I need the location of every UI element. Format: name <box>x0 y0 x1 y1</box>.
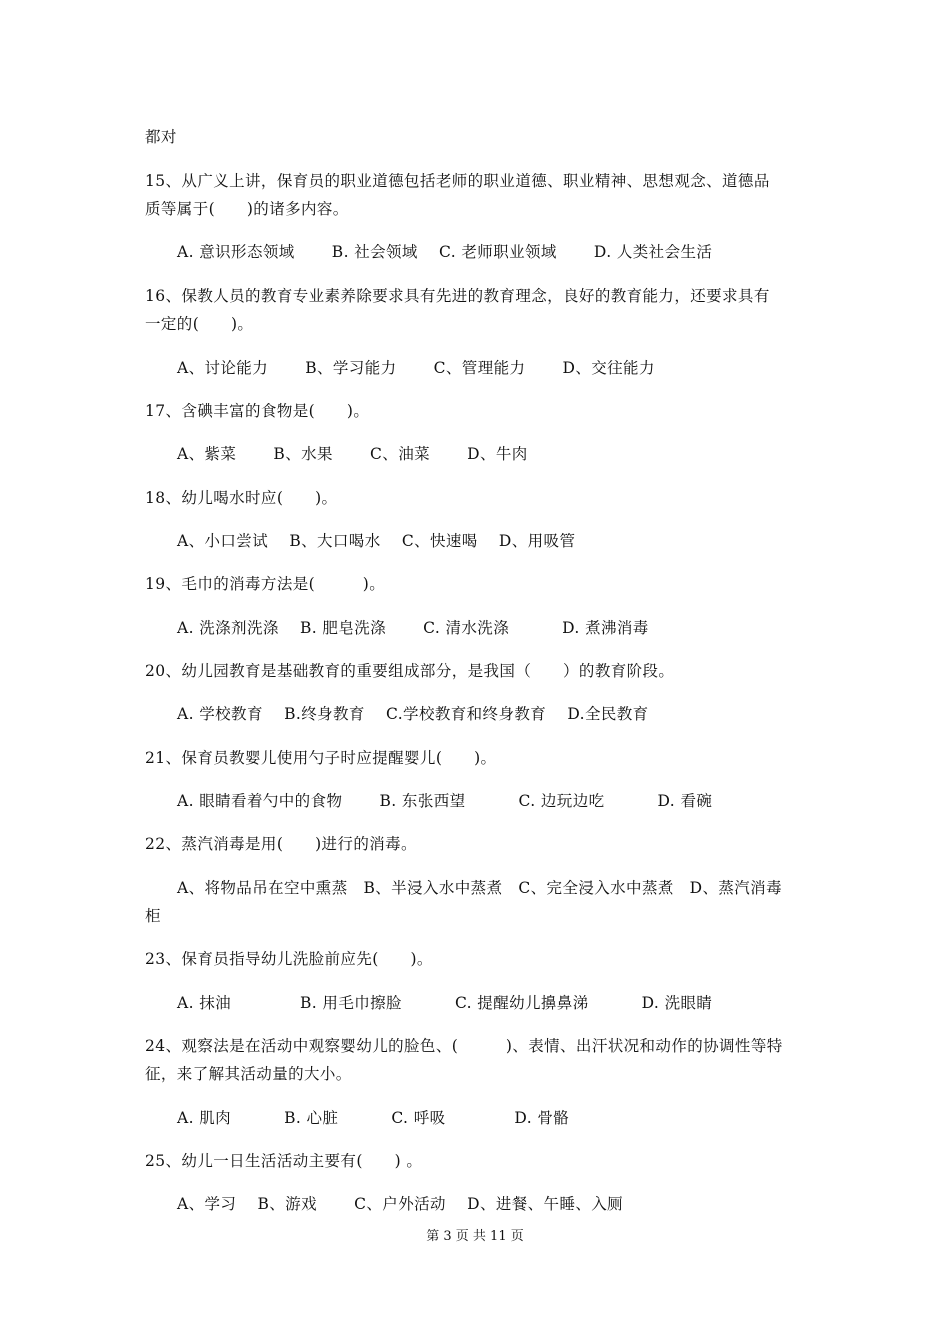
question-19: 19、毛巾的消毒方法是( )。 <box>145 575 386 593</box>
question-24-options: A. 肌肉 B. 心脏 C. 呼吸 D. 骨骼 <box>177 1109 570 1127</box>
question-16-options: A、讨论能力 B、学习能力 C、管理能力 D、交往能力 <box>177 359 655 377</box>
question-16-line-1: 16、保教人员的教育专业素养除要求具有先进的教育理念，良好的教育能力，还要求具有 <box>145 287 770 305</box>
question-17: 17、含碘丰富的食物是( )。 <box>145 402 370 420</box>
question-20: 20、幼儿园教育是基础教育的重要组成部分，是我国（ ）的教育阶段。 <box>145 662 675 680</box>
question-19-options: A. 洗涤剂洗涤 B. 肥皂洗涤 C. 清水洗涤 D. 煮沸消毒 <box>177 619 649 637</box>
question-24-line-1: 24、观察法是在活动中观察婴幼儿的脸色、( )、表情、出汗状况和动作的协调性等特 <box>145 1037 783 1055</box>
question-21: 21、保育员教婴儿使用勺子时应提醒婴儿( )。 <box>145 749 497 767</box>
question-20-options: A. 学校教育 B.终身教育 C.学校教育和终身教育 D.全民教育 <box>177 705 649 723</box>
page-footer: 第 3 页 共 11 页 <box>426 1229 524 1244</box>
question-22-options-line-1: A、将物品吊在空中熏蒸 B、半浸入水中蒸煮 C、完全浸入水中蒸煮 D、蒸汽消毒 <box>177 879 782 897</box>
question-15-line-2: 质等属于( )的诸多内容。 <box>145 200 349 218</box>
question-18-options: A、小口尝试 B、大口喝水 C、快速喝 D、用吸管 <box>177 532 576 550</box>
question-16-line-2: 一定的( )。 <box>145 315 254 333</box>
question-22: 22、蒸汽消毒是用( )进行的消毒。 <box>145 835 417 853</box>
question-21-options: A. 眼睛看着勺中的食物 B. 东张西望 C. 边玩边吃 D. 看碗 <box>177 792 713 810</box>
text-line-continuation: 都对 <box>145 128 177 146</box>
question-22-options-line-2: 柜 <box>145 907 161 925</box>
question-24-line-2: 征，来了解其活动量的大小。 <box>145 1065 352 1083</box>
question-15-line-1: 15、从广义上讲，保育员的职业道德包括老师的职业道德、职业精神、思想观念、道德品 <box>145 172 770 190</box>
question-18: 18、幼儿喝水时应( )。 <box>145 489 338 507</box>
question-23-options: A. 抹油 B. 用毛巾擦脸 C. 提醒幼儿擤鼻涕 D. 洗眼睛 <box>177 994 713 1012</box>
question-25-options: A、学习 B、游戏 C、户外活动 D、进餐、午睡、入厕 <box>177 1195 624 1213</box>
question-15-options: A. 意识形态领域 B. 社会领域 C. 老师职业领域 D. 人类社会生活 <box>177 243 713 261</box>
question-23: 23、保育员指导幼儿洗脸前应先( )。 <box>145 950 433 968</box>
question-25: 25、幼儿一日生活活动主要有( ) 。 <box>145 1152 423 1170</box>
question-17-options: A、紫菜 B、水果 C、油菜 D、牛肉 <box>177 445 528 463</box>
